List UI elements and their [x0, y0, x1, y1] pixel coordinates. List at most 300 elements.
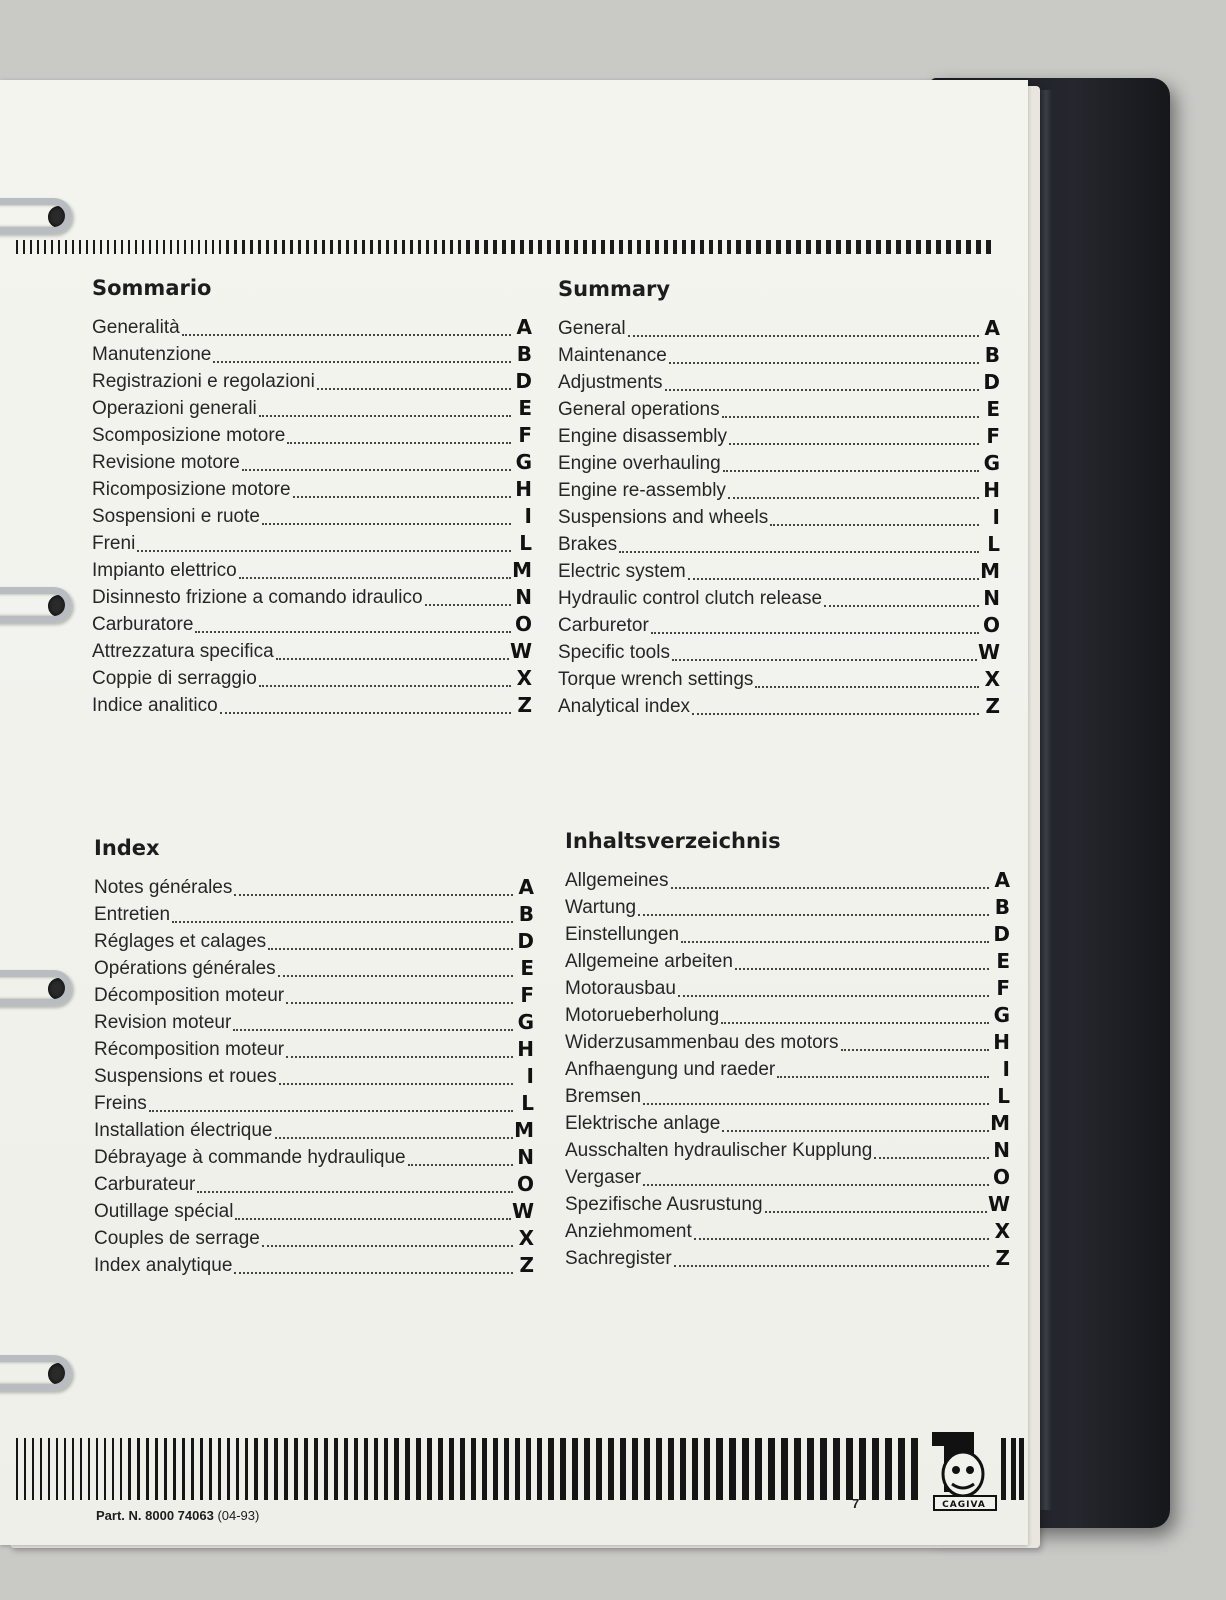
toc-french	[94, 836, 534, 1277]
barcode-tick	[547, 240, 551, 254]
leader-dots	[287, 441, 511, 444]
barcode-bar	[548, 1438, 554, 1500]
toc-entry-label: Torque wrench settings	[558, 669, 754, 690]
barcode-bar	[314, 1438, 318, 1500]
toc-entry	[94, 1034, 534, 1061]
toc-entry	[558, 502, 1000, 529]
barcode-tick	[135, 240, 137, 254]
barcode-tick	[538, 240, 542, 254]
leader-dots	[262, 522, 511, 525]
toc-entry	[558, 394, 1000, 421]
barcode-tick	[121, 240, 123, 254]
toc-entry-letter: E	[520, 956, 534, 980]
barcode-bar	[608, 1438, 614, 1500]
barcode-tick	[886, 240, 891, 254]
leader-dots	[234, 1271, 513, 1274]
barcode-tick	[956, 240, 961, 254]
barcode-tick	[529, 240, 533, 254]
toc-entry	[558, 691, 1000, 718]
toc-entry-label: Adjustments	[558, 372, 663, 393]
barcode-tick	[966, 240, 971, 254]
toc-entry-label: Einstellungen	[565, 924, 680, 945]
barcode-bar	[668, 1438, 674, 1500]
barcode-tick	[370, 240, 373, 254]
barcode-bar	[755, 1438, 762, 1500]
leader-dots	[692, 712, 979, 715]
barcode-tick	[836, 240, 841, 254]
toc-entry-label: Analytical index	[558, 696, 691, 717]
leader-dots	[765, 1210, 987, 1213]
barcode-tick	[876, 240, 881, 254]
barcode-tick	[493, 240, 497, 254]
toc-entry	[565, 946, 1010, 973]
barcode-tick	[786, 240, 791, 254]
toc-entry-letter: D	[515, 369, 532, 393]
barcode-tick	[691, 240, 695, 254]
barcode-tick	[736, 240, 741, 254]
toc-entry-letter: X	[994, 1219, 1010, 1243]
toc-entry	[94, 1007, 534, 1034]
barcode-bar	[32, 1438, 34, 1500]
leader-dots	[172, 920, 513, 923]
toc-entry-letter: M	[980, 559, 1000, 583]
toc-entry-label: Revisione motore	[92, 452, 240, 473]
barcode-bar	[146, 1438, 149, 1500]
toc-entry	[94, 1169, 534, 1196]
toc-entry-label: Coppie di serraggio	[92, 668, 257, 689]
barcode-bar	[859, 1438, 866, 1500]
barcode-bar	[182, 1438, 185, 1500]
barcode-bar	[460, 1438, 465, 1500]
toc-entry	[558, 664, 1000, 691]
toc-entry-label: Vergaser	[565, 1167, 642, 1188]
barcode-bar	[482, 1438, 487, 1500]
barcode-tick	[610, 240, 614, 254]
barcode-bar	[781, 1438, 788, 1500]
barcode-bar	[96, 1438, 98, 1500]
toc-entry-label: Suspensions and wheels	[558, 507, 769, 528]
barcode-tick	[346, 240, 349, 254]
toc-entry	[92, 609, 532, 636]
barcode-bar	[155, 1438, 158, 1500]
barcode-bar	[704, 1438, 710, 1500]
toc-entry	[565, 1162, 1010, 1189]
barcode-tick	[44, 240, 46, 254]
toc-entry-letter: L	[987, 532, 1000, 556]
toc-entry-label: Index analytique	[94, 1255, 233, 1276]
leader-dots	[233, 1028, 513, 1031]
barcode-tick	[976, 240, 981, 254]
barcode-tick	[916, 240, 921, 254]
barcode-bar	[729, 1438, 736, 1500]
toc-entry	[94, 872, 534, 899]
barcode-bar	[354, 1438, 358, 1500]
barcode-bar	[164, 1438, 167, 1500]
barcode-bar	[274, 1438, 278, 1500]
barcode-bar	[245, 1438, 248, 1500]
brand-logo-text: CAGIVA	[942, 1500, 986, 1510]
toc-entry-letter: O	[514, 612, 532, 636]
barcode-tick	[242, 240, 245, 254]
toc-entry	[558, 637, 1000, 664]
leader-dots	[239, 576, 511, 579]
barcode-bar	[72, 1438, 74, 1500]
barcode-tick	[806, 240, 811, 254]
toc-entry	[94, 899, 534, 926]
leader-dots	[149, 1109, 513, 1112]
barcode-tick	[37, 240, 39, 254]
barcode-tick	[16, 240, 18, 254]
barcode-tick	[205, 240, 207, 254]
barcode-bar	[24, 1438, 26, 1500]
barcode-bar	[405, 1438, 410, 1500]
toc-english	[558, 277, 1000, 718]
toc-entry-letter: A	[516, 315, 532, 339]
toc-entry-label: Indice analitico	[92, 695, 218, 716]
barcode-bar	[716, 1438, 723, 1500]
barcode-tick	[79, 240, 81, 254]
leader-dots	[755, 685, 979, 688]
leader-dots	[137, 549, 511, 552]
barcode-tick	[93, 240, 95, 254]
barcode-tick	[475, 240, 479, 254]
barcode-tick	[986, 240, 991, 254]
toc-title: Sommario	[92, 276, 212, 300]
toc-entry-letter: F	[996, 976, 1010, 1000]
barcode-tick	[410, 240, 413, 254]
barcode-tick	[776, 240, 781, 254]
leader-dots	[674, 1264, 989, 1267]
barcode-tick	[418, 240, 421, 254]
barcode-bar	[596, 1438, 602, 1500]
toc-entry-label: Suspensions et roues	[94, 1066, 277, 1087]
barcode-bar	[504, 1438, 509, 1500]
toc-entry-label: Notes générales	[94, 877, 233, 898]
barcode-tick	[378, 240, 381, 254]
barcode-bar	[493, 1438, 498, 1500]
toc-entry-letter: L	[997, 1084, 1010, 1108]
barcode-bar	[254, 1438, 258, 1500]
barcode-tick	[450, 240, 453, 254]
leader-dots	[874, 1156, 989, 1159]
toc-entry-label: Registrazioni e regolazioni	[92, 371, 315, 392]
leader-dots	[262, 1244, 513, 1247]
toc-entry-label: Débrayage à commande hydraulique	[94, 1147, 406, 1168]
binder-ring	[0, 970, 72, 1006]
barcode-bar	[104, 1438, 106, 1500]
toc-list	[558, 313, 1000, 718]
leader-dots	[678, 994, 989, 997]
toc-entry-letter: N	[515, 585, 532, 609]
toc-entry-label: Brakes	[558, 534, 618, 555]
barcode-bar	[692, 1438, 698, 1500]
barcode-bar	[560, 1438, 566, 1500]
toc-entry-label: Récomposition moteur	[94, 1039, 285, 1060]
barcode-tick	[592, 240, 596, 254]
toc-entry-letter: M	[512, 558, 532, 582]
toc-entry-label: Operazioni generali	[92, 398, 257, 419]
toc-entry-letter: F	[986, 424, 1000, 448]
toc-entry-letter: D	[983, 370, 1000, 394]
barcode-tick	[682, 240, 686, 254]
toc-entry	[94, 1115, 534, 1142]
leader-dots	[619, 550, 979, 553]
barcode-tick	[100, 240, 102, 254]
toc-entry-letter: A	[518, 875, 534, 899]
toc-entry-letter: M	[990, 1111, 1010, 1135]
leader-dots	[671, 886, 990, 889]
toc-entry	[565, 973, 1010, 1000]
leader-dots	[643, 1102, 989, 1105]
leader-dots	[722, 1129, 989, 1132]
toc-entry-label: Allgemeines	[565, 870, 669, 891]
barcode-tick	[258, 240, 261, 254]
toc-entry	[94, 1196, 534, 1223]
toc-entry	[92, 636, 532, 663]
toc-entry-letter: E	[996, 949, 1010, 973]
barcode-bar	[16, 1438, 18, 1500]
barcode-tick	[219, 240, 221, 254]
barcode-bar	[137, 1438, 140, 1500]
toc-entry-letter: X	[984, 667, 1000, 691]
leader-dots	[235, 1217, 511, 1220]
barcode-tick	[520, 240, 524, 254]
toc-entry-label: Wartung	[565, 897, 637, 918]
barcode-tick	[298, 240, 301, 254]
toc-entry-label: Bremsen	[565, 1086, 642, 1107]
toc-entry-letter: A	[994, 868, 1010, 892]
toc-entry-label: Generalità	[92, 317, 180, 338]
leader-dots	[425, 603, 511, 606]
toc-entry-label: Outillage spécial	[94, 1201, 234, 1222]
barcode-bar	[128, 1438, 131, 1500]
toc-entry-label: Ausschalten hydraulischer Kupplung	[565, 1140, 873, 1161]
toc-entry-letter: E	[518, 396, 532, 420]
barcode-tick	[314, 240, 317, 254]
toc-entry-letter: F	[518, 423, 532, 447]
leader-dots	[638, 913, 989, 916]
toc-entry	[558, 556, 1000, 583]
toc-entry	[565, 1189, 1010, 1216]
barcode-tick	[107, 240, 109, 254]
toc-title: Index	[94, 836, 160, 860]
toc-entry	[94, 926, 534, 953]
barcode-bar	[191, 1438, 194, 1500]
leader-dots	[729, 442, 979, 445]
toc-entry-letter: W	[511, 1199, 534, 1223]
toc-entry	[558, 421, 1000, 448]
barcode-bar	[656, 1438, 662, 1500]
barcode-bar	[820, 1438, 827, 1500]
toc-entry-letter: M	[514, 1118, 534, 1142]
toc-entry-letter: G	[993, 1003, 1010, 1027]
barcode-tick	[926, 240, 931, 254]
barcode-bar	[620, 1438, 626, 1500]
toc-entry	[92, 339, 532, 366]
toc-entry	[94, 1223, 534, 1250]
toc-entry-label: Spezifische Ausrustung	[565, 1194, 763, 1215]
toc-entry	[558, 529, 1000, 556]
toc-entry-letter: G	[983, 451, 1000, 475]
barcode-bar	[644, 1438, 650, 1500]
toc-entry	[565, 1054, 1010, 1081]
barcode-tick	[466, 240, 470, 254]
toc-entry-label: Scomposizione motore	[92, 425, 286, 446]
toc-entry	[94, 1061, 534, 1088]
barcode-bar	[584, 1438, 590, 1500]
barcode-tick	[72, 240, 74, 254]
toc-entry-label: Allgemeine arbeiten	[565, 951, 733, 972]
leader-dots	[669, 361, 979, 364]
leader-dots	[841, 1048, 990, 1051]
barcode-bar	[218, 1438, 221, 1500]
barcode-tick	[184, 240, 186, 254]
barcode-tick	[628, 240, 632, 254]
barcode-tick	[816, 240, 821, 254]
toc-list	[565, 865, 1010, 1270]
barcode-bar	[1019, 1438, 1024, 1500]
toc-entry-letter: X	[518, 1226, 534, 1250]
leader-dots	[234, 893, 513, 896]
barcode-tick	[434, 240, 437, 254]
toc-entry-label: General operations	[558, 399, 720, 420]
toc-entry	[92, 501, 532, 528]
toc-entry	[92, 474, 532, 501]
barcode-bar	[264, 1438, 268, 1500]
toc-entry-label: Motorueberholung	[565, 1005, 720, 1026]
barcode-tick	[866, 240, 871, 254]
barcode-bar	[284, 1438, 288, 1500]
toc-entry-label: Attrezzatura specifica	[92, 641, 274, 662]
toc-entry-label: Anfhaengung und raeder	[565, 1059, 776, 1080]
barcode-tick	[846, 240, 851, 254]
toc-entry	[565, 1135, 1010, 1162]
toc-entry	[92, 555, 532, 582]
barcode-tick	[274, 240, 277, 254]
barcode-bar	[173, 1438, 176, 1500]
barcode-tick	[709, 240, 713, 254]
leader-dots	[213, 360, 511, 363]
toc-list	[92, 312, 532, 717]
toc-entry-label: Sachregister	[565, 1248, 672, 1269]
barcode-bar	[632, 1438, 638, 1500]
binder-ring	[0, 587, 72, 623]
toc-entry-letter: I	[526, 1064, 534, 1088]
toc-entry-label: Motorausbau	[565, 978, 676, 999]
toc-entry-letter: D	[517, 929, 534, 953]
barcode-bar	[394, 1438, 399, 1500]
toc-entry-letter: W	[987, 1192, 1010, 1216]
barcode-bar	[56, 1438, 58, 1500]
toc-entry-label: Impianto elettrico	[92, 560, 237, 581]
barcode-tick	[655, 240, 659, 254]
barcode-tick	[234, 240, 237, 254]
barcode-bar	[807, 1438, 814, 1500]
barcode-tick	[30, 240, 32, 254]
leader-dots	[408, 1163, 513, 1166]
leader-dots	[195, 630, 511, 633]
toc-entry-label: Décomposition moteur	[94, 985, 285, 1006]
leader-dots	[220, 711, 511, 714]
barcode-tick	[282, 240, 285, 254]
barcode-bar	[384, 1438, 388, 1500]
toc-entry	[92, 393, 532, 420]
barcode-tick	[896, 240, 901, 254]
toc-entry	[94, 1142, 534, 1169]
barcode-tick	[646, 240, 650, 254]
toc-entry-label: Hydraulic control clutch release	[558, 588, 823, 609]
barcode-tick	[198, 240, 200, 254]
toc-entry-letter: O	[982, 613, 1000, 637]
toc-entry-letter: H	[993, 1030, 1010, 1054]
leader-dots	[279, 1082, 513, 1085]
barcode-tick	[556, 240, 560, 254]
barcode-tick	[458, 240, 461, 254]
barcode-tick	[936, 240, 941, 254]
toc-entry-label: Installation électrique	[94, 1120, 273, 1141]
barcode-bar	[364, 1438, 368, 1500]
barcode-bar	[572, 1438, 578, 1500]
barcode-bar	[911, 1438, 918, 1500]
leader-dots	[182, 333, 511, 336]
barcode-tick	[394, 240, 397, 254]
barcode-bar	[438, 1438, 443, 1500]
toc-entry-label: Carburetor	[558, 615, 649, 636]
barcode-tick	[177, 240, 179, 254]
toc-entry	[565, 919, 1010, 946]
toc-entry-letter: B	[518, 902, 534, 926]
leader-dots	[728, 496, 979, 499]
leader-dots	[317, 387, 511, 390]
binder-ring	[0, 198, 72, 234]
toc-entry-letter: B	[994, 895, 1010, 919]
toc-entry	[565, 1000, 1010, 1027]
barcode-bar	[768, 1438, 775, 1500]
barcode-tick	[170, 240, 172, 254]
barcode-bar	[1011, 1438, 1016, 1500]
toc-entry-letter: G	[515, 450, 532, 474]
toc-entry-label: Freins	[94, 1093, 147, 1114]
toc-entry-letter: O	[992, 1165, 1010, 1189]
toc-entry	[92, 582, 532, 609]
toc-entry	[92, 447, 532, 474]
barcode-bar	[112, 1438, 114, 1500]
barcode-tick	[700, 240, 704, 254]
barcode-bar	[304, 1438, 308, 1500]
toc-entry-letter: W	[509, 639, 532, 663]
barcode-tick	[442, 240, 445, 254]
leader-dots	[268, 947, 513, 950]
toc-entry	[558, 313, 1000, 340]
barcode-bar	[833, 1438, 840, 1500]
barcode-bar	[742, 1438, 749, 1500]
barcode-bar	[88, 1438, 90, 1500]
leader-dots	[694, 1237, 989, 1240]
barcode-bar	[846, 1438, 853, 1500]
barcode-tick	[156, 240, 158, 254]
toc-entry	[565, 1108, 1010, 1135]
barcode-bar	[120, 1438, 122, 1500]
leader-dots	[665, 388, 979, 391]
barcode-bar	[40, 1438, 42, 1500]
toc-title: Inhaltsverzeichnis	[565, 829, 781, 853]
toc-entry-label: Réglages et calages	[94, 931, 267, 952]
toc-entry-label: General	[558, 318, 626, 339]
toc-entry	[558, 340, 1000, 367]
barcode-bar	[680, 1438, 686, 1500]
toc-entry	[558, 583, 1000, 610]
toc-entry-label: Sospensioni e ruote	[92, 506, 260, 527]
